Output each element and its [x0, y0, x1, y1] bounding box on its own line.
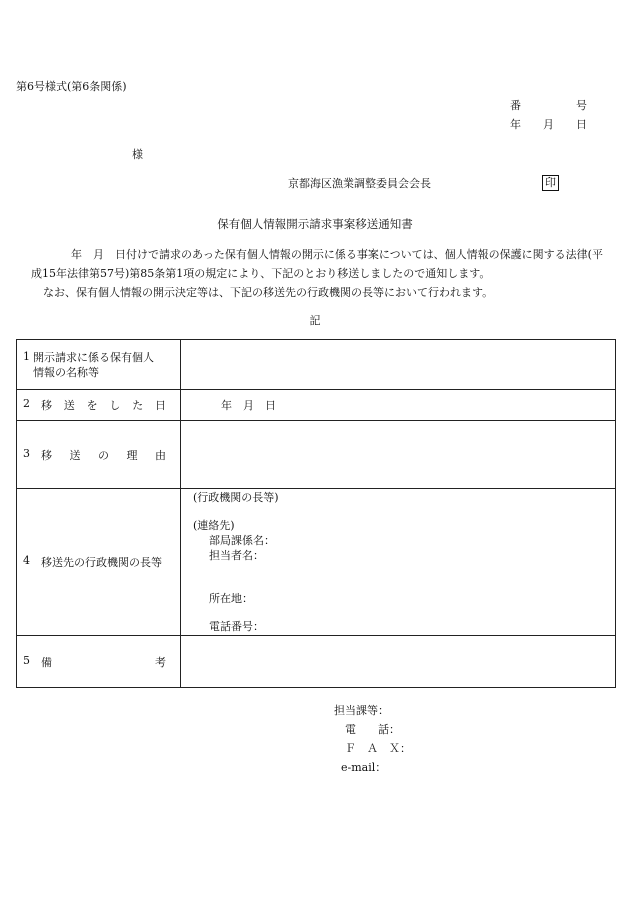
body-paragraph-2: なお、保有個人情報の開示決定等は、下記の移送先の行政機関の長等において行われます。 — [43, 286, 494, 299]
table-row — [17, 489, 616, 636]
row3-label: 移 送 の 理 由 — [41, 448, 166, 462]
addressee: 様 — [132, 148, 143, 161]
table-row — [17, 390, 616, 421]
row5-value-cell — [181, 636, 616, 688]
table-row — [17, 421, 616, 489]
row4-person: 担当者名： — [209, 549, 264, 562]
row4-phone: 電話番号： — [209, 620, 264, 633]
document-date-line: 年 月 日 — [510, 118, 587, 131]
row3-number: 3 — [23, 446, 30, 460]
row4-number: 4 — [23, 554, 30, 567]
footer-section: 担当課等： — [334, 704, 389, 717]
row4-value-cell — [181, 489, 616, 636]
document-title: 保有個人情報開示請求事案移送通知書 — [217, 217, 413, 231]
row4-head: (行政機関の長等) — [193, 491, 279, 504]
row1-value-cell — [181, 340, 616, 390]
sender-name: 京都海区漁業調整委員会会長 — [288, 177, 431, 190]
seal-mark: 印 — [542, 175, 559, 191]
row5-label: 備 考 — [41, 655, 166, 669]
row2-date-value: 年 月 日 — [181, 390, 616, 421]
document-number-line: 番 号 — [510, 99, 587, 112]
transfer-details-table — [16, 339, 616, 688]
row4-label-cell — [17, 489, 181, 636]
row4-contact: (連絡先) — [193, 519, 235, 532]
row5-number: 5 — [23, 653, 30, 667]
row4-dept: 部局課係名： — [209, 534, 275, 547]
row4-label: 移送先の行政機関の長等 — [41, 556, 162, 569]
footer-fax: Ｆ Ａ Ｘ： — [345, 742, 411, 755]
body-text — [31, 245, 604, 302]
footer-phone: 電 話： — [345, 723, 400, 736]
row3-label-cell — [17, 421, 181, 489]
row1-number: 1 — [23, 349, 30, 363]
body-paragraph-1: 年 月 日付けで請求のあった保有個人情報の開示に係る事案については、個人情報の保護に関する法律(平成15年法律第57号)第85条第1項の規定により、下記のとおり移送しましたので通知します。 — [31, 248, 603, 280]
footer-email: e-mail： — [341, 761, 387, 774]
table-row — [17, 340, 616, 390]
row2-label: 移 送 を し た 日 — [41, 399, 166, 412]
table-row — [17, 636, 616, 688]
row3-value-cell — [181, 421, 616, 489]
row4-address: 所在地： — [209, 592, 253, 605]
row1-label: 開示請求に係る保有個人情報の名称等 — [33, 350, 154, 379]
row1-label-cell — [17, 340, 181, 390]
row5-label-cell — [17, 636, 181, 688]
row2-label-cell — [17, 390, 181, 421]
row2-number: 2 — [23, 397, 30, 410]
ki-heading: 記 — [309, 314, 321, 327]
form-number: 第6号様式(第6条関係) — [16, 80, 127, 93]
